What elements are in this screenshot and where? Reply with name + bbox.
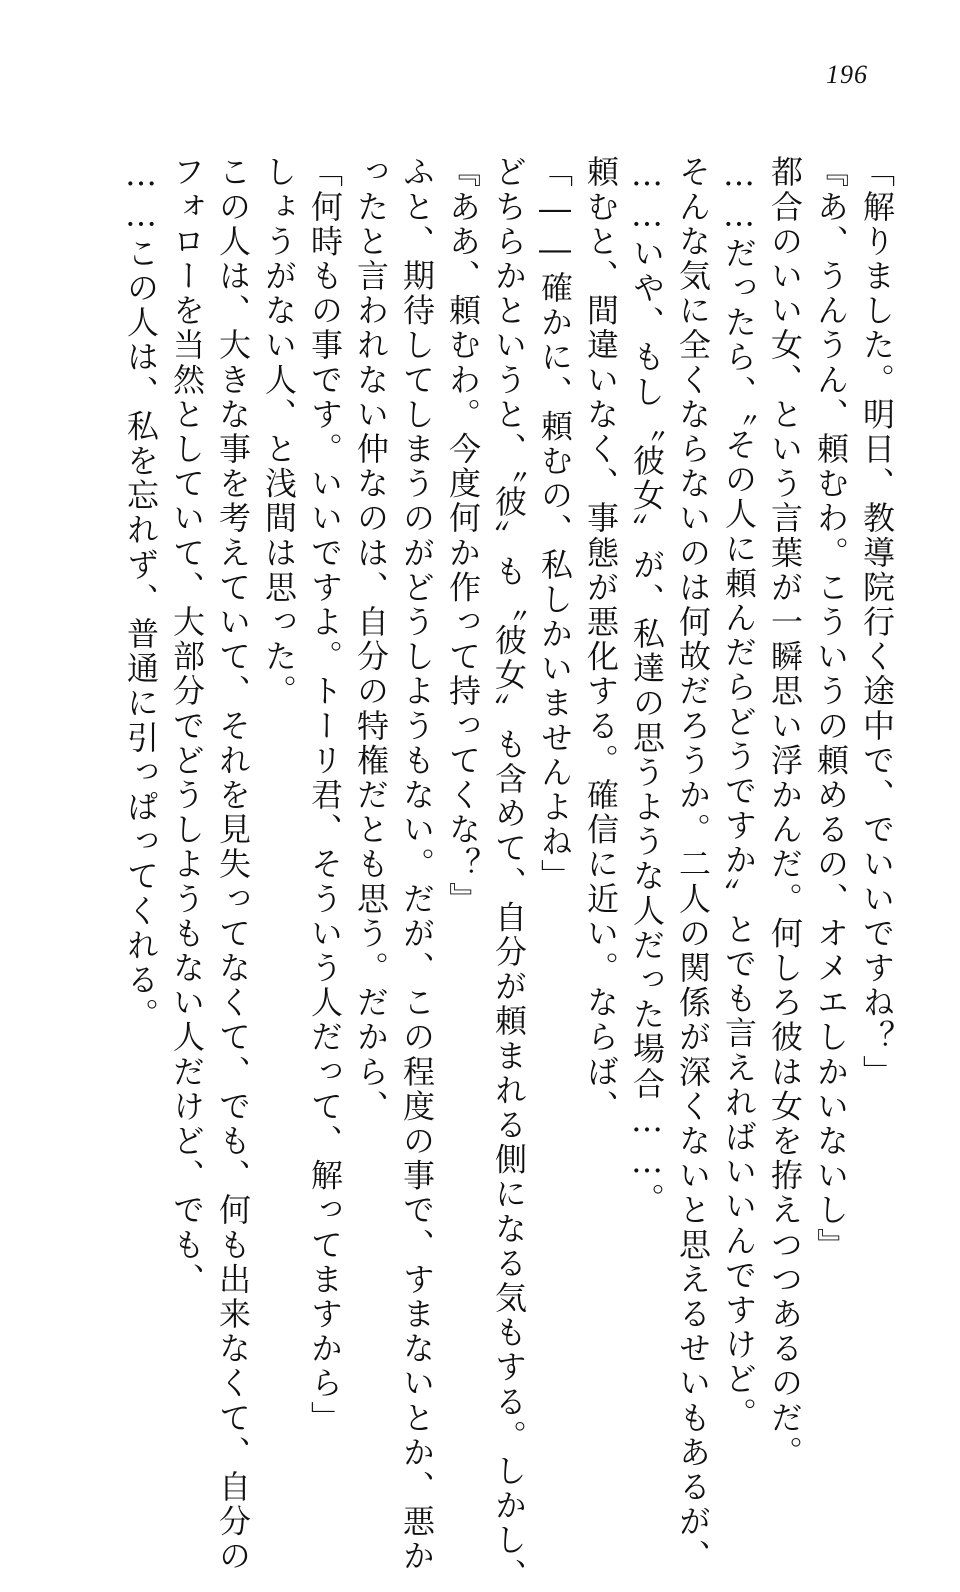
text-line: この人は、大きな事を考えていて、それを見失ってなくて、でも、何も出来なくて、自分の (214, 155, 252, 1574)
text-line: 頼むと、間違いなく、事態が悪化する。確信に近い。ならば、 (582, 155, 620, 1124)
text-line: ……いや、もし〝彼女〟が、私達の思うような人だった場合……。 (628, 155, 666, 1217)
text-line: 「何時もの事です。いいですよ。トーリ君、そういう人だって、解ってますから」 (306, 155, 344, 1436)
text-line: 『あ、うんうん、頼むわ。こういうの頼めるの、オメエしかいないし』 (812, 155, 850, 1263)
text-line: ったと言われない仲なのは、自分の特権だとも思う。だから、 (352, 155, 390, 1124)
text-line: ……この人は、私を忘れず、普通に引っぱってくれる。 (122, 155, 160, 1032)
text-line: しょうがない人、と浅間は思った。 (260, 155, 298, 709)
text-line: 『ああ、頼むわ。今度何か作って持ってくな？』 (444, 155, 482, 917)
body-text (122, 155, 900, 1592)
page-number: 196 (826, 60, 868, 89)
text-line: 「解りました。明日、教導院行く途中で、でいいですね？」 (858, 155, 896, 1090)
text-line: 「――確かに、頼むの、私しかいませんよね」 (536, 155, 574, 894)
text-line: フォローを当然としていて、大部分でどうしようもない人だけど、でも、 (168, 155, 206, 1297)
text-line: ……だったら、〝その人に頼んだらどうですか〟とでも言えればいいんですけど。 (720, 155, 758, 1432)
text-line: 都合のいい女、という言葉が一瞬思い浮かんだ。何しろ彼は女を拵えつつあるのだ。 (766, 155, 804, 1470)
text-line: どちらかというと、〝彼〟も〝彼女〟も含めて、自分が頼まれる側になる気もする。しかし、 (490, 155, 528, 1592)
text-line: ふと、期待してしまうのがどうしようもない。だが、この程度の事で、すまないとか、悪か (398, 155, 436, 1574)
text-line: そんな気に全くならないのは何故だろうか。二人の関係が深くないと思えるせいもあるが、 (674, 155, 712, 1574)
